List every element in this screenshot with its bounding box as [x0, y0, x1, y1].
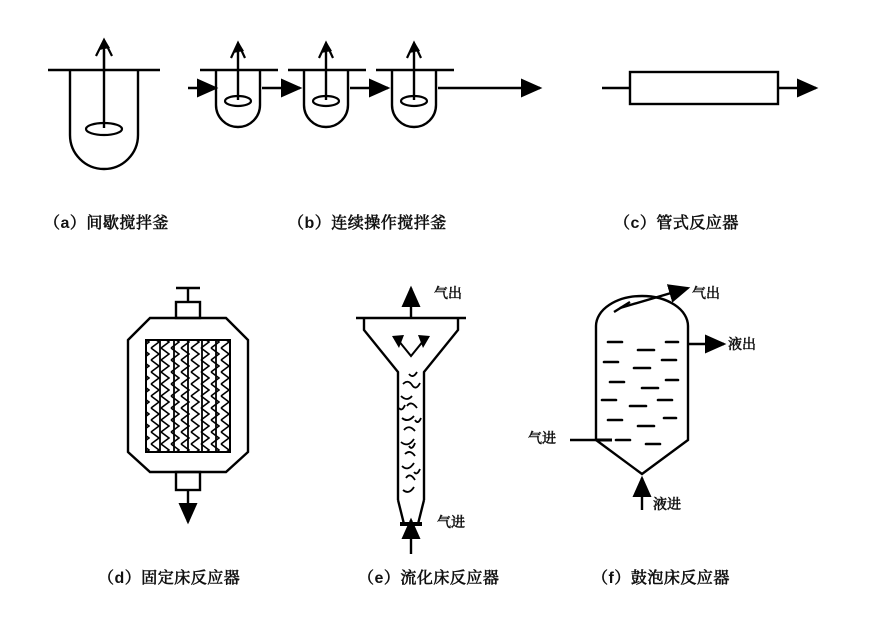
caption-tubular-reactor: （c）管式反应器	[614, 215, 739, 232]
tubular-reactor-drawing	[602, 72, 816, 104]
label-bubble-gas-inlet: 气进	[528, 430, 556, 446]
label-fluidized-gas-inlet: 气进	[437, 514, 465, 530]
batch-stirred-tank-drawing	[48, 38, 160, 169]
caption-bubble-column-reactor: （f）鼓泡床反应器	[592, 570, 730, 587]
bubble-column-reactor-drawing	[570, 288, 724, 510]
label-fluidized-gas-outlet: 气出	[434, 285, 462, 301]
label-bubble-gas-outlet: 气出	[692, 285, 720, 301]
caption-batch-stirred-tank: （a）间歇搅拌釜	[44, 215, 169, 232]
caption-fixed-bed-reactor: （d）固定床反应器	[98, 570, 241, 587]
label-bubble-liquid-inlet: 液进	[653, 496, 681, 512]
caption-fluidized-bed-reactor: （e）流化床反应器	[358, 570, 500, 587]
continuous-stirred-tank-series-drawing	[188, 41, 540, 127]
fixed-bed-reactor-drawing	[128, 288, 248, 522]
label-bubble-liquid-outlet: 液出	[728, 336, 756, 352]
caption-continuous-stirred-tank: （b）连续操作搅拌釜	[288, 215, 447, 232]
